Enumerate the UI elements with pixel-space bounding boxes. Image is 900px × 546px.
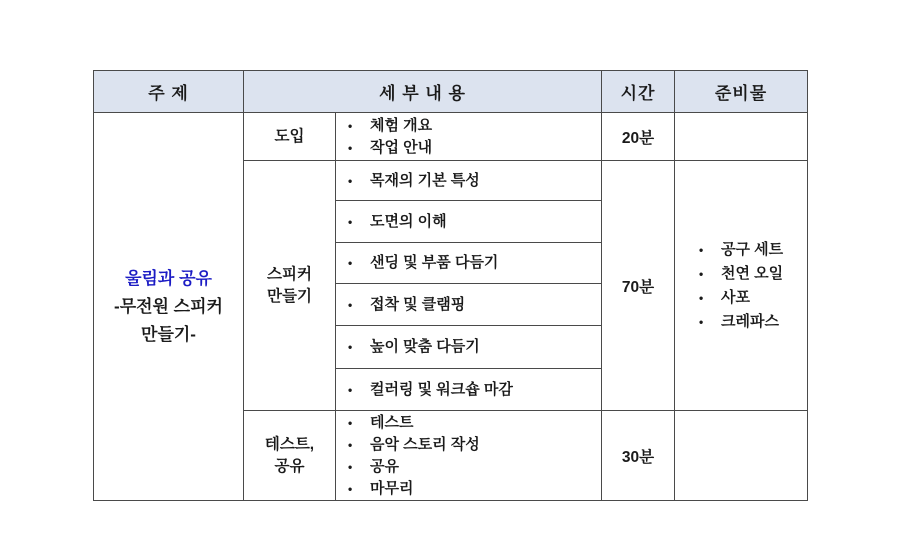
materials-empty-test: [675, 411, 808, 501]
bullet-dot-icon: •: [348, 459, 353, 474]
bullet-dot-icon: •: [699, 314, 704, 329]
bullet-dot-icon: •: [348, 173, 353, 188]
bullet-dot-icon: •: [348, 382, 353, 397]
bullet-text: 음악 스토리 작성: [370, 435, 480, 453]
topic-title: 울림과 공유: [125, 268, 212, 288]
bullet-item: [336, 170, 601, 192]
bullet-item: [336, 478, 601, 500]
section-label-line1: 테스트,: [264, 435, 315, 453]
header-details: 세 부 내 용: [244, 71, 602, 113]
speaker-bullet-cell: [336, 161, 602, 201]
bullet-item: [336, 456, 601, 478]
bullet-dot-icon: •: [348, 340, 353, 354]
time-intro: 20분: [602, 113, 675, 161]
topic-cell: [94, 113, 244, 501]
time-test: 30분: [602, 411, 675, 501]
bullet-text: 접착 및 클램핑: [370, 295, 466, 313]
bullet-item: [675, 262, 807, 286]
bullet-item: [336, 336, 601, 358]
test-bullets-cell: [336, 411, 602, 501]
bullet-dot-icon: •: [348, 214, 353, 229]
bullet-item: [675, 310, 807, 334]
speaker-bullet-cell: [336, 369, 602, 411]
speaker-bullet-cell: [336, 284, 602, 326]
time-speaker: 70분: [602, 161, 675, 411]
section-label-line2: 만들기: [267, 287, 312, 305]
bullet-item: [336, 379, 601, 401]
bullet-item: [675, 238, 807, 262]
speaker-bullet-cell: [336, 201, 602, 243]
bullet-text: 컬러링 및 워크숍 마감: [370, 380, 513, 398]
speaker-bullet-cell: [336, 326, 602, 369]
lesson-plan-table: [93, 70, 808, 501]
header-row: [94, 71, 808, 113]
section-label-intro: 도입: [244, 113, 336, 161]
bullet-dot-icon: •: [348, 437, 353, 452]
topic-subtitle-line1: -무전원 스피커: [114, 296, 223, 316]
bullet-text: 마무리: [370, 479, 414, 497]
section-label-test: [244, 411, 336, 501]
bullet-text: 높이 맞춤 다듬기: [370, 338, 480, 355]
bullet-text: 샌딩 및 부품 다듬기: [370, 254, 499, 271]
speaker-bullet-cell: [336, 243, 602, 284]
row-intro: [94, 113, 808, 161]
bullet-text: 목재의 기본 특성: [370, 171, 480, 189]
bullet-item: [336, 115, 601, 137]
topic-subtitle-line2: 만들기-: [141, 324, 196, 344]
bullet-dot-icon: •: [699, 290, 704, 305]
bullet-text: 공유: [370, 457, 399, 475]
bullet-dot-icon: •: [348, 481, 353, 496]
bullet-text: 사포: [721, 288, 750, 306]
bullet-item: [336, 412, 601, 434]
bullet-text: 공구 세트: [721, 240, 784, 258]
bullet-item: [336, 252, 601, 274]
materials-cell: [675, 161, 808, 411]
bullet-item: [336, 137, 601, 159]
bullet-text: 크레파스: [721, 312, 779, 330]
bullet-dot-icon: •: [348, 297, 353, 312]
bullet-dot-icon: •: [699, 242, 704, 257]
intro-bullets-cell: [336, 113, 602, 161]
bullet-item: [336, 211, 601, 233]
header-topic: 주 제: [94, 71, 244, 113]
bullet-item: [675, 286, 807, 310]
materials-empty-intro: [675, 113, 808, 161]
bullet-item: [336, 294, 601, 316]
bullet-text: 작업 안내: [370, 138, 433, 156]
bullet-dot-icon: •: [699, 266, 704, 281]
bullet-text: 천연 오일: [721, 264, 784, 282]
section-label-line2: 공유: [274, 457, 305, 475]
bullet-text: 테스트: [370, 413, 414, 431]
bullet-dot-icon: •: [348, 256, 353, 270]
section-label-line1: 스피커: [267, 265, 312, 283]
bullet-dot-icon: •: [348, 140, 353, 155]
section-label-speaker: [244, 161, 336, 411]
header-materials: 준비물: [675, 71, 808, 113]
bullet-item: [336, 434, 601, 456]
bullet-dot-icon: •: [348, 415, 353, 430]
bullet-text: 도면의 이해: [370, 212, 447, 230]
bullet-dot-icon: •: [348, 118, 353, 133]
header-time: 시간: [602, 71, 675, 113]
bullet-text: 체험 개요: [370, 116, 433, 134]
